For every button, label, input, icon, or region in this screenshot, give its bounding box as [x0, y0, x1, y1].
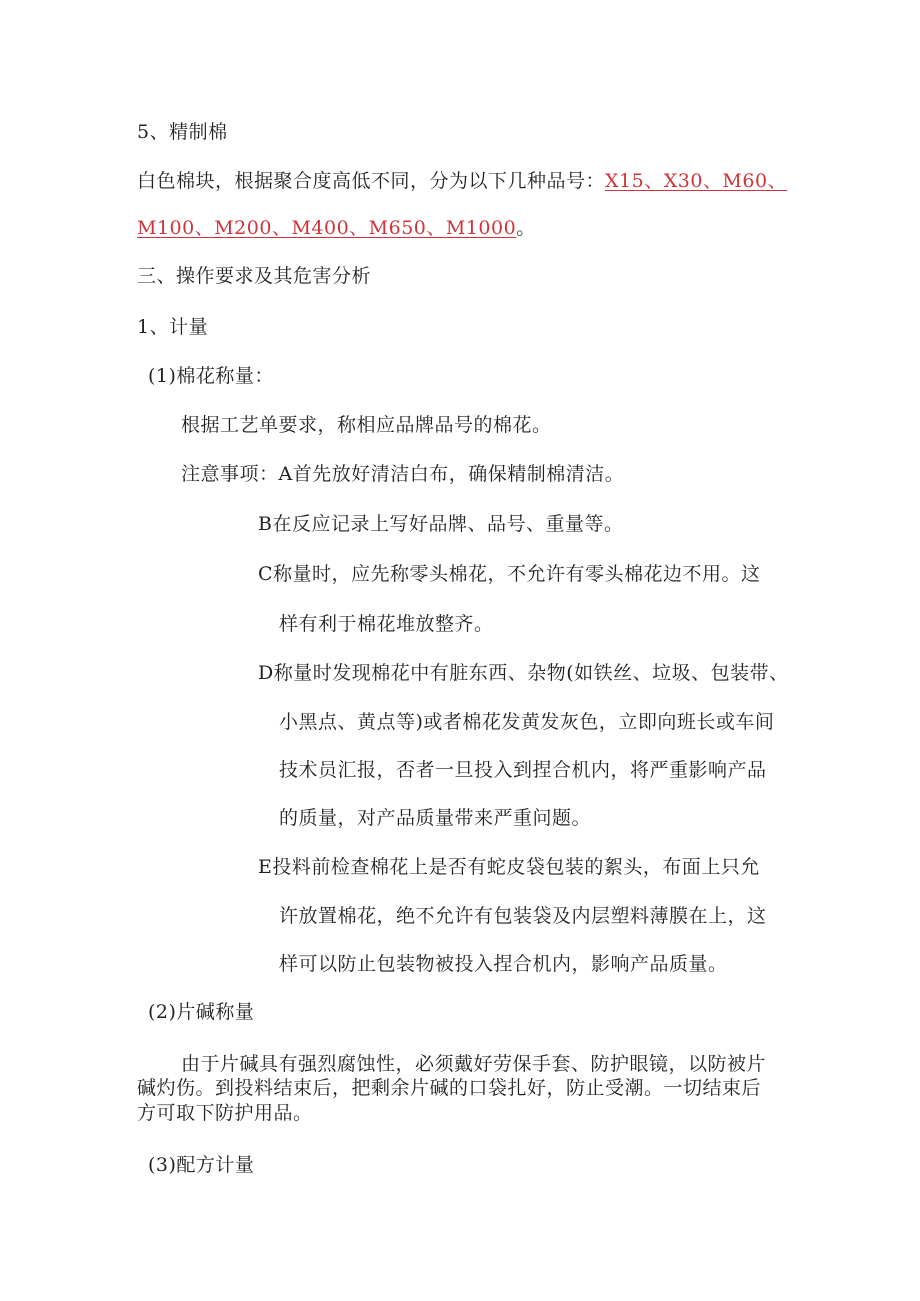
- grade-list-highlight: X15、X30、M60、: [605, 170, 788, 192]
- notice-item-c-cont: 样有利于棉花堆放整齐。: [279, 613, 494, 635]
- section-heading-operation: 三、操作要求及其危害分析: [137, 265, 372, 287]
- notice-item-e-cont: 样可以防止包装物被投入捏合机内，影响产品质量。: [279, 953, 728, 975]
- item-heading-cotton-weighing: (1)棉花称量：: [148, 365, 274, 387]
- subsection-heading-measuring: 1、计量: [137, 316, 209, 338]
- notice-item-d: D称量时发现棉花中有脏东西、杂物(如铁丝、垃圾、包装带、: [258, 662, 789, 684]
- paragraph-line: 碱灼伤。到投料结束后，把剩余片碱的口袋扎好，防止受潮。一切结束后: [137, 1077, 762, 1099]
- text-span: 。: [516, 217, 536, 239]
- item-heading-formula-measuring: (3)配方计量: [148, 1154, 255, 1176]
- notice-item-d-cont: 技术员汇报，否者一旦投入到捏合机内，将严重影响产品: [279, 759, 767, 781]
- notice-item-d-cont: 的质量，对产品质量带来严重问题。: [279, 807, 592, 829]
- notice-item-b: B在反应记录上写好品牌、品号、重量等。: [258, 513, 624, 535]
- paragraph-line: 根据工艺单要求，称相应品牌品号的棉花。: [181, 414, 552, 436]
- section-heading-refined-cotton: 5、精制棉: [137, 121, 228, 143]
- notice-item-c: C称量时，应先称零头棉花，不允许有零头棉花边不用。这: [258, 563, 761, 585]
- paragraph-line: [137, 169, 787, 193]
- paragraph-line: [137, 216, 536, 240]
- notice-item-e: E投料前检查棉花上是否有蛇皮袋包装的絮头，布面上只允: [258, 856, 760, 878]
- paragraph-line: 方可取下防护用品。: [137, 1102, 313, 1124]
- text-span: 白色棉块，根据聚合度高低不同，分为以下几种品号：: [137, 170, 606, 192]
- notice-line: 注意事项：A首先放好清洁白布，确保精制棉清洁。: [181, 463, 625, 485]
- notice-item-d-cont: 小黑点、黄点等)或者棉花发黄发灰色，立即向班长或车间: [279, 711, 775, 733]
- grade-list-highlight: M100、M200、M400、M650、M1000: [137, 217, 517, 239]
- item-heading-caustic-weighing: (2)片碱称量: [148, 1001, 255, 1023]
- paragraph-line: 由于片碱具有强烈腐蚀性，必须戴好劳保手套、防护眼镜，以防被片: [181, 1053, 767, 1075]
- notice-item-e-cont: 许放置棉花，绝不允许有包装袋及内层塑料薄膜在上，这: [279, 905, 767, 927]
